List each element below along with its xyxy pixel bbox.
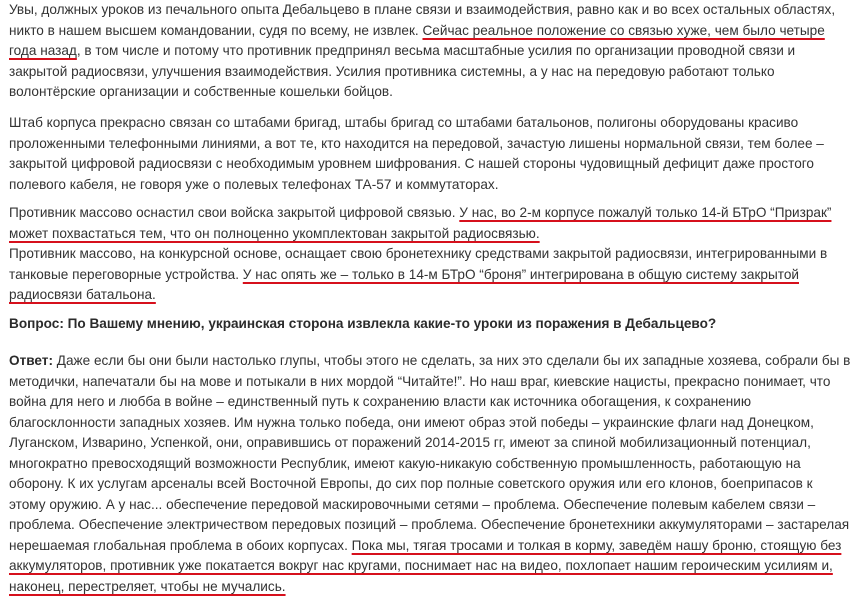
- paragraph-3-highlight-a: У нас, во 2-м корпусе пожалуй только 14-й БТрО “Призрак” может похвастаться тем, что он полноценно укомплектован закрытой радиосвязью.: [9, 205, 832, 241]
- paragraph-2-text: Штаб корпуса прекрасно связан со штабами бригад, штабы бригад со штабами батальонов, полигоны оборудованы красиво проложенными телефонными линиями, а вот те, кто находится на передовой, зачастую лишены нормальной связи, тем более – закрытой цифровой радиосвязи с необходимым уровнем шифрования. С нашей стороны чудовищный дефицит даже простого полевого кабеля, не говоря уже о полевых телефонах ТА-57 и коммутаторах.: [9, 115, 824, 192]
- paragraph-1-highlight: Сейчас реальное положение со связью хуже, чем было четыре года назад: [9, 22, 825, 58]
- paragraph-3: [9, 203, 852, 306]
- paragraph-3-highlight-b: У нас опять же – только в 14-м БТрО “броня” интегрирована в общую систему закрытой радиосвязи батальона.: [9, 266, 799, 302]
- paragraph-3-text-a: Противник массово оснастил свои войска закрытой цифровой связью.: [9, 205, 460, 220]
- paragraph-1: [9, 0, 852, 103]
- paragraph-2: [9, 113, 852, 195]
- question-heading: [9, 314, 852, 335]
- question-text: Вопрос: По Вашему мнению, украинская сторона извлекла какие-то уроки из поражения в Дебальцево?: [9, 316, 717, 331]
- answer-highlight: Пока мы, тягая тросами и толкая в корму, заведём нашу броню, стоящую без аккумуляторов, противник уже покатается вокруг нас кругами, поснимает нас на видео, похлопает нашим героическим усилиям и, наконец, перестреляет, чтобы не мучались.: [9, 537, 842, 594]
- paragraph-1-text-a: Увы, должных уроков из печального опыта Дебальцево в плане связи и взаимодействия, равно как и во всех остальных областях, никто в нашем высшем командовании, судя по всему, не извлек.: [9, 2, 836, 38]
- answer-label: Ответ:: [9, 353, 53, 368]
- paragraph-3-text-b: Противник массово, на конкурсной основе, оснащает свою бронетехнику средствами закрытой радиосвязи, интегрированными в танковые переговорные устройства.: [9, 246, 828, 282]
- answer-paragraph: [9, 351, 852, 597]
- paragraph-1-text-b: , в том числе и потому что противник предпринял весьма масштабные усилия по организации проводной связи и закрытой радиосвязи, улучшения взаимодействия. Усилия противника системны, а у нас на передовую работают только волонтёрские организации и собственные кошельки бойцов.: [9, 43, 796, 99]
- answer-text-a: Даже если бы они были настолько глупы, чтобы этого не сделать, за них это сделали бы их западные хозяева, собрали бы в методички, напечатали бы на мове и потыкали в них мордой “Читайте!”. Но наш враг, киевские нацисты, прекрасно понимает, что война для него и любба в войне – единственный путь к сохранению власти как источника обогащения, к сохранению благосклонности западных хозяев. Им нужна только победа, они имеют образ этой победы – украинские флаги над Донецком, Луганском, Изварино, Успенкой, они, оправившись от поражений 2014-2015 гг, имеют за спиной мобилизационный потенциал, многократно превосходящий возможности Республик, имеют какую-никакую собственную промышленность, работающую на оборону. К их услугам арсеналы всей Восточной Европы, до сих пор полные советского оружия или его клонов, боеприпасов к этому оружию. А у нас... обеспечение передовой маскировочными сетями – проблема. Обеспечение полевым кабелем связи – проблема. Обеспечение электричеством передовых позиций – проблема. Обеспечение бронетехники аккумуляторами – застарелая нерешаемая глобальная проблема в обоих корпусах.: [9, 353, 851, 553]
